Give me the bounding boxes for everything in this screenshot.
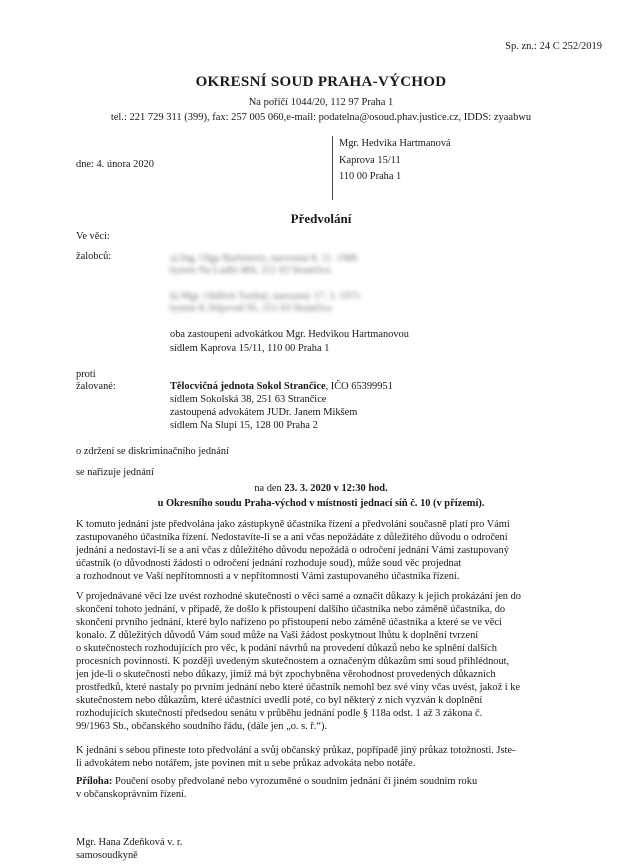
paragraph-line: účastník (o důvodnosti žádosti o odročení jednání rozhoduje soud), může soud věc projednat <box>76 558 462 569</box>
paragraph-line: li advokátem nebo notářem, jste povinen mít u sebe průkaz advokáta nebo notáře. <box>76 758 416 769</box>
hearing-date-line <box>0 482 642 495</box>
representation-line1: oba zastoupeni advokátkou Mgr. Hedvikou Hartmanovou <box>170 329 409 340</box>
hearing-date-prefix: na den <box>254 483 285 494</box>
paragraph-line: zastupovaného účastníka řízení. Nedostavíte-li se a ani včas nepožádáte z důležitého důvodu o odročení <box>76 532 508 543</box>
paragraph-line: V projednávané věci lze uvést rozhodné skutečnosti o věci samé a označit důkazy k jejich prokázání jen do <box>76 591 521 602</box>
plaintiff-b-line1: b) Mgr. Oldřich Treibal, narozený 17. 3. 1971 <box>170 291 361 302</box>
paragraph-line: o skutečnostech rozhodujících pro věc, k podání návrhů na provedení důkazů nebo ke splnění dalších <box>76 643 497 654</box>
attachment-text: Poučení osoby předvolané nebo vyrozuměné o soudním jednání či jiném soudním roku <box>112 776 478 787</box>
defendant-representative-seat: sídlem Na Slupi 15, 128 00 Praha 2 <box>170 420 318 431</box>
paragraph-line: K tomuto jednání jste předvolána jako zástupkyně účastníka řízení a předvolání současně platí pro Vámi <box>76 519 510 530</box>
paragraph-line: jen jde-li o skutečnosti nebo důkazy, jimiž má být zpochybněna věrohodnost provedených důkazních <box>76 669 496 680</box>
proti-label: proti <box>76 369 96 380</box>
paragraph-line: rozhodujících skutečností předsedou senátu v průběhu jednání podle § 118a odst. 1 až 3 zákona č. <box>76 708 483 719</box>
paragraph-id-card <box>76 744 568 770</box>
defendant-ico: , IČO 65399951 <box>325 381 393 392</box>
paragraph-attachment <box>76 775 568 801</box>
case-number: Sp. zn.: 24 C 252/2019 <box>505 41 602 52</box>
document-title: Předvolání <box>290 211 352 226</box>
paragraph-line: procesních povinností. K později uvedeným skutečnostem a označeným důkazům smí soud přihlédnout, <box>76 656 510 667</box>
attachment-line2: v občanskoprávním řízení. <box>76 789 187 800</box>
paragraph-line: prostředků, které nastaly po prvním jednání nebo které účastník nemohl bez své viny včas uvést, jakož i ke <box>76 682 521 693</box>
court-name: OKRESNÍ SOUD PRAHA-VÝCHOD <box>195 74 447 90</box>
plaintiff-a-line1: a) Ing. Olga Barbmeris, narozená 8. 11. 1986 <box>170 253 358 264</box>
plaintiff-b-line2: bytem K Hájovně 95, 251 63 Strančice <box>170 303 332 314</box>
defendant-name: Tělocvičná jednota Sokol Strančice <box>170 381 326 392</box>
attachment-label: Příloha: <box>76 776 113 787</box>
paragraph-line: skončení tohoto jednání, v případě, že došlo k přistoupení dalšího účastníka nebo záměně účastníka, do <box>76 604 506 615</box>
paragraph-summons <box>76 518 568 583</box>
paragraph-line: jednání a nedostaví-li se a ani včas z důležitého důvodu nepožádá o odročení jednání Vámi zastupovaný <box>76 545 509 556</box>
signature-role: samosoudkyně <box>76 850 138 861</box>
attachment-line1 <box>76 775 568 788</box>
subject-of-case: o zdržení se diskriminačního jednání <box>76 446 229 457</box>
addressee-name: Mgr. Hedvika Hartmanová <box>339 138 451 149</box>
court-address: Na poříčí 1044/20, 112 97 Praha 1 <box>248 97 394 108</box>
hearing-location: u Okresního soudu Praha-východ v místnosti jednací síň č. 10 (v přízemí). <box>157 498 485 509</box>
court-contact: tel.: 221 729 311 (399), fax: 257 005 060,e-mail: podatelna@osoud.phav.justice.cz, IDDS: zyaabwu <box>110 112 532 123</box>
paragraph-line: konalo. Z důležitých důvodů Vám soud může na Vaši žádost poskytnout lhůtu k doplnění tvrzení <box>76 630 479 641</box>
defendant-seat: sídlem Sokolská 38, 251 63 Strančice <box>170 394 327 405</box>
ve-veci-label: Ve věci: <box>76 231 110 242</box>
paragraph-line: skončení prvního jednání, které bylo nařízeno po přistoupení nebo záměně účastníka a které se ve věci <box>76 617 502 628</box>
defendant-representation: zastoupená advokátem JUDr. Janem Mikšem <box>170 407 358 418</box>
paragraph-line: skutečnostem nebo důkazům, které účastníci uvedli poté, co byl některý z nich vyzván k doplnění <box>76 695 483 706</box>
document-date: dne: 4. února 2020 <box>76 159 154 170</box>
addressee-street: Kaprova 15/11 <box>339 154 401 166</box>
plaintiffs-label: žalobců: <box>76 251 112 262</box>
paragraph-line: a rozhodnout ve Vaší nepřítomnosti a v nepřítomnosti Vámi zastupovaného účastníka řízení. <box>76 571 460 582</box>
hearing-intro: se nařizuje jednání <box>76 467 154 478</box>
defendant-label: žalované: <box>76 381 116 392</box>
paragraph-evidence <box>76 590 568 733</box>
representation-line2: sídlem Kaprova 15/11, 110 00 Praha 1 <box>170 343 330 354</box>
addressee-block <box>332 136 451 200</box>
paragraph-line: K jednání s sebou přineste toto předvolání a svůj občanský průkaz, popřípadě jiný průkaz totožnosti. Jste- <box>76 745 516 756</box>
addressee-city: 110 00 Praha 1 <box>339 171 402 182</box>
signature-name: Mgr. Hana Zdeňková v. r. <box>76 837 183 848</box>
hearing-date: 23. 3. 2020 v 12:30 hod. <box>284 483 388 494</box>
paragraph-line: 99/1963 Sb., občanského soudního řádu, (dále jen „o. s. ř.“). <box>76 721 328 732</box>
defendant-line1 <box>170 380 393 393</box>
plaintiff-a-line2: bytem Na Ladbi 484, 251 63 Strančice <box>170 265 331 276</box>
